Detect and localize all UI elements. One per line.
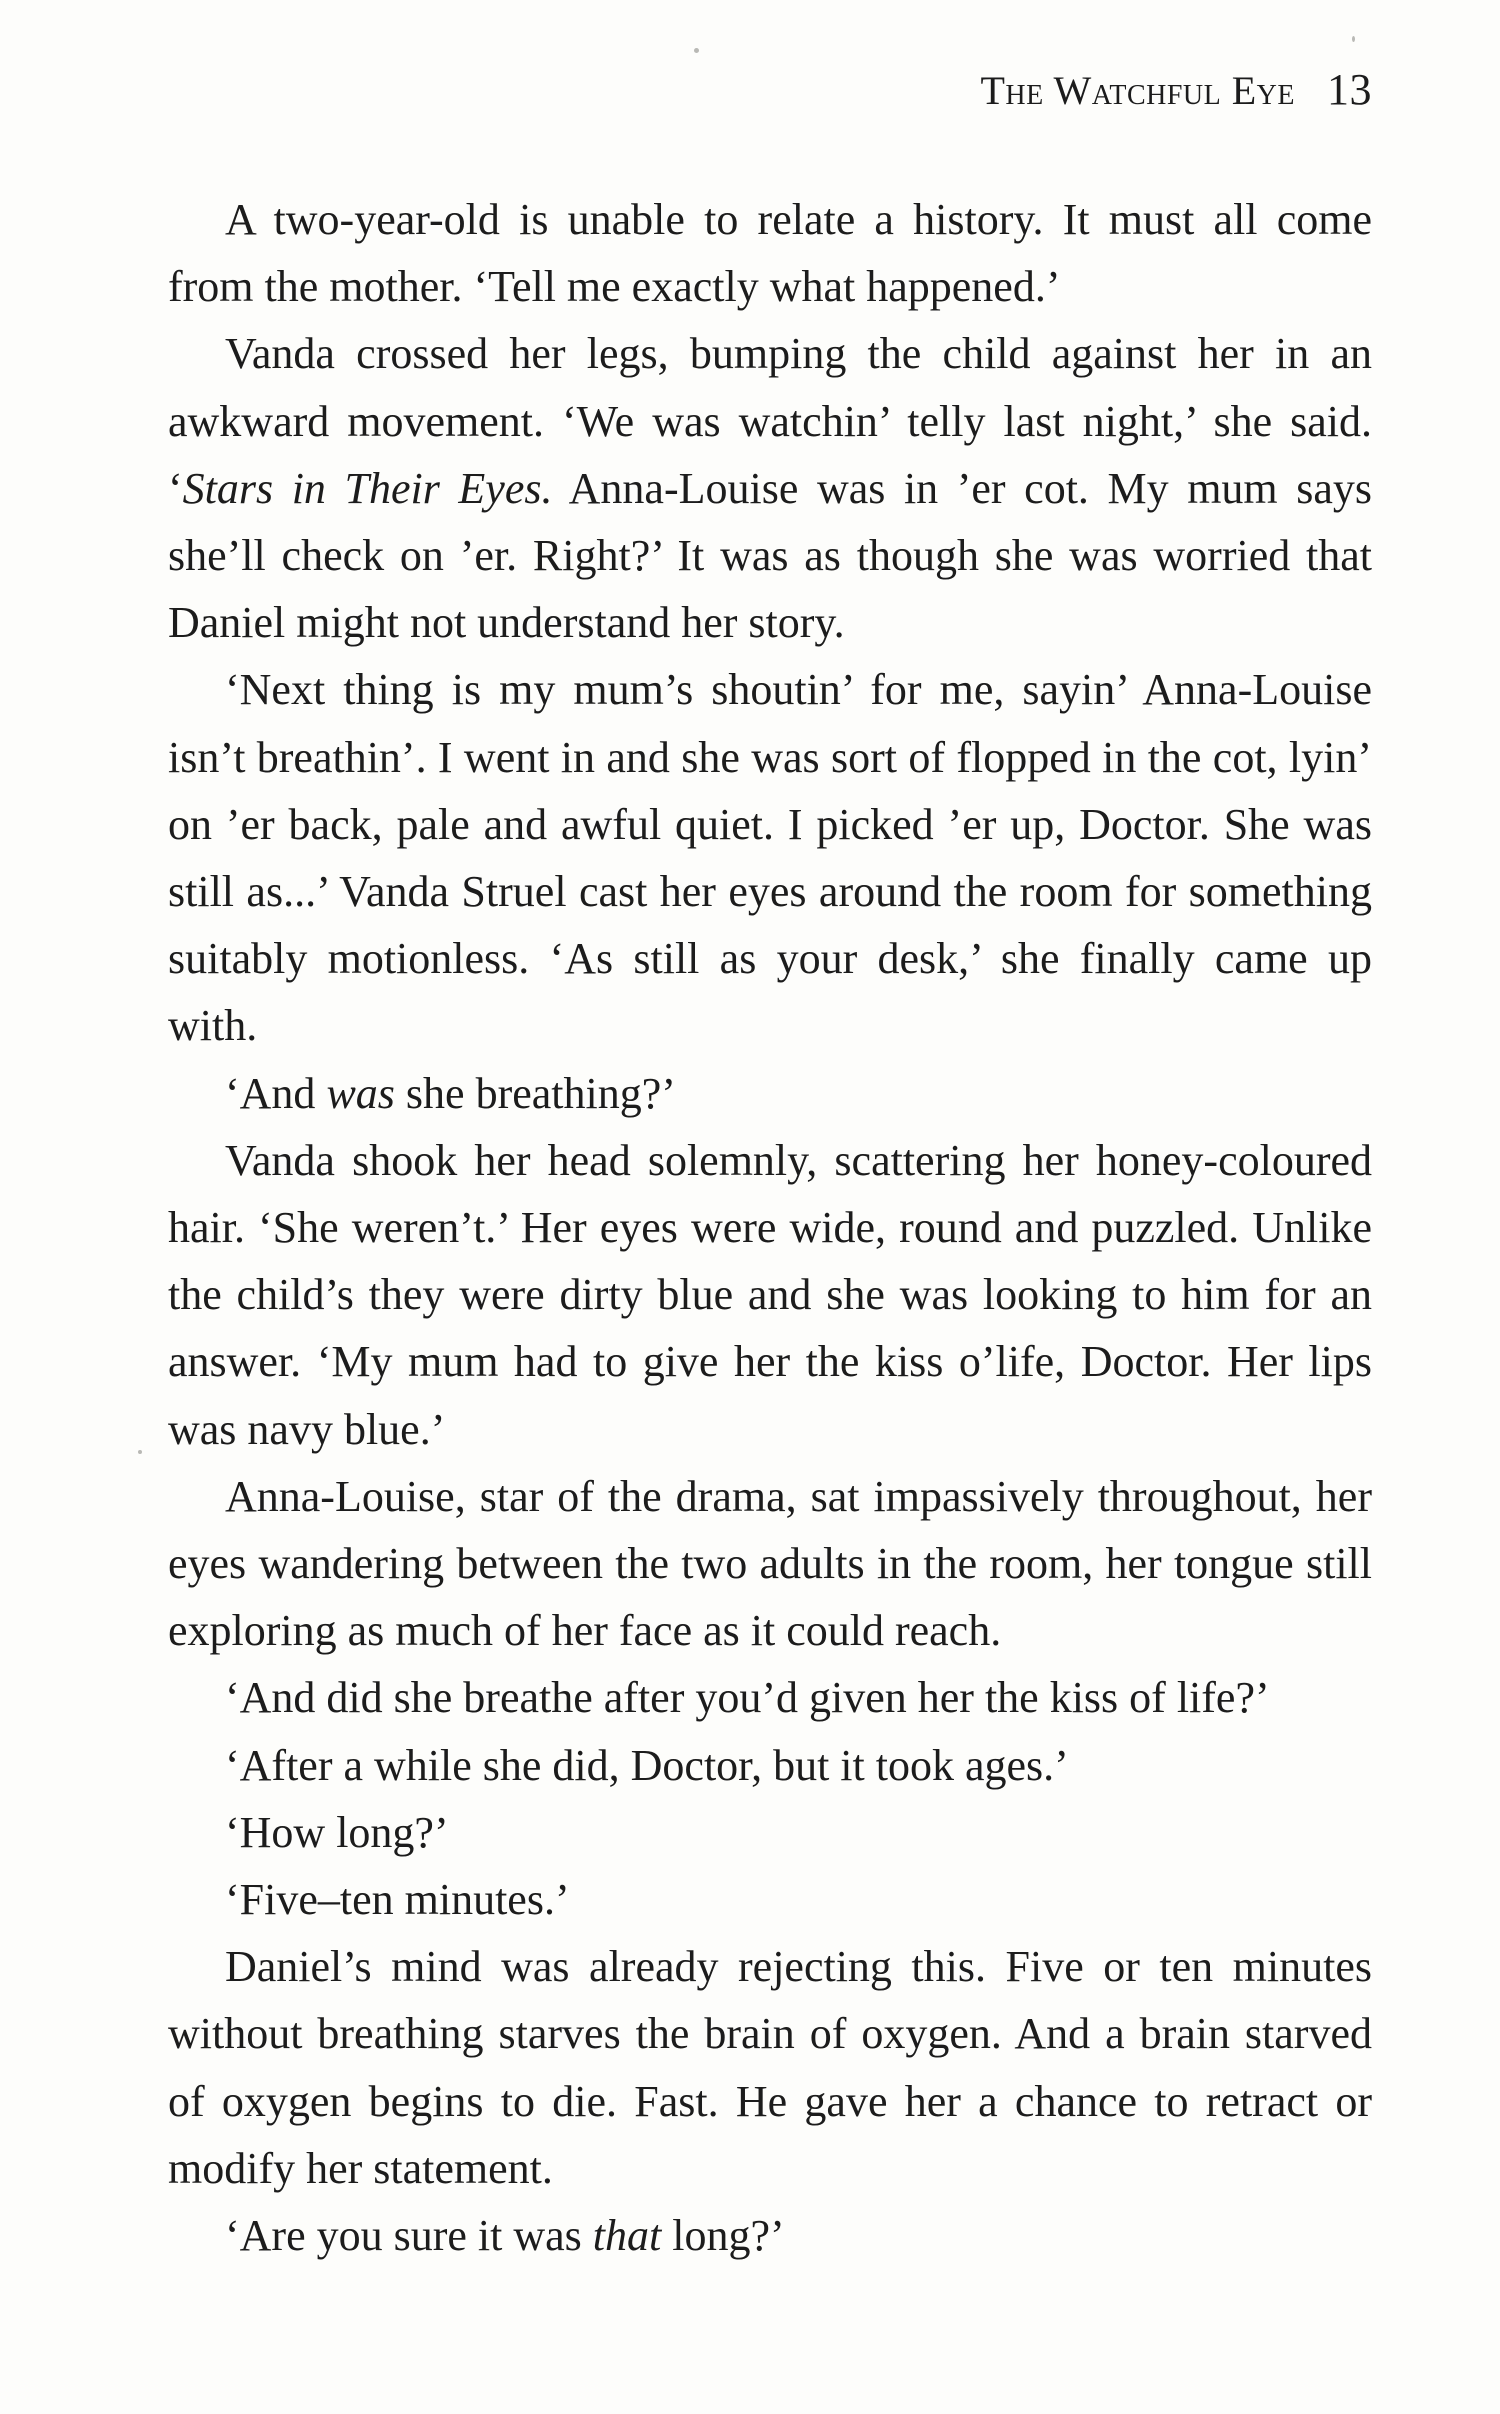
running-head-title: The Watchful Eye [980,68,1295,113]
paragraph [168,1799,1372,1866]
body-text [168,186,1372,2269]
text-run: Daniel’s mind was already rejecting this. Five or ten minutes without breathing starves the brain of oxygen. And a brain starved of oxygen begins to die. Fast. He gave her a chance to retract or modify her statement. [168,1942,1372,2193]
text-run: A two-year-old is unable to relate a history. It must all come from the mother. ‘Tell me exactly what happened.’ [168,195,1372,312]
paragraph [168,1933,1372,2202]
text-run: ‘And [225,1068,327,1118]
text-run: ‘And did she breathe after you’d given her the kiss of life?’ [225,1673,1270,1723]
text-run: ‘Are you sure it was [225,2211,593,2261]
text-run: ‘After a while she did, Doctor, but it took ages.’ [225,1740,1069,1790]
paragraph [168,1127,1372,1463]
text-run: ‘How long?’ [225,1807,449,1857]
paragraph [168,2202,1372,2269]
paragraph [168,1463,1372,1665]
paragraph [168,1732,1372,1799]
italic-text: Stars in Their Eyes. [182,463,553,513]
italic-text: that [592,2211,662,2261]
text-run: ‘Five–ten minutes.’ [225,1875,570,1925]
paragraph [168,1664,1372,1731]
paragraph [168,186,1372,320]
running-head [980,62,1372,119]
text-run: Anna-Louise was in ’er cot. My mum says she’ll check on ’er. Right?’ It was as though she was worried that Daniel might not understand her story. [168,463,1372,648]
paragraph [168,320,1372,656]
text-run: ‘Next thing is my mum’s shoutin’ for me, sayin’ Anna-Louise isn’t breathin’. I went in and she was sort of flopped in the cot, lyin’ on ’er back, pale and awful quiet. I picked ’er up, Doctor. She was still as...’ Vanda Struel cast her eyes around the room for something suitably motionless. ‘As still as your desk,’ she finally came up with. [168,665,1372,1051]
text-run: Vanda shook her head solemnly, scattering her honey-coloured hair. ‘She weren’t.’ Her eyes were wide, round and puzzled. Unlike the child’s they were dirty blue and she was looking to him for an answer. ‘My mum had to give her the kiss o’life, Doctor. Her lips was navy blue.’ [168,1135,1372,1454]
paper-speck [694,48,699,53]
text-run: Anna-Louise, star of the drama, sat impassively throughout, her eyes wandering between the two adults in the room, her tongue still exploring as much of her face as it could reach. [168,1471,1372,1656]
italic-text: was [326,1068,395,1118]
paragraph [168,1060,1372,1127]
text-run: long?’ [661,2211,785,2261]
paragraph [168,656,1372,1059]
text-run: she breathing?’ [394,1068,676,1118]
paper-speck [1352,36,1355,42]
paper-speck [138,1450,142,1454]
page-number: 13 [1327,65,1372,114]
paragraph [168,1866,1372,1933]
text-run: Vanda crossed her legs, bumping the child against her in an awkward movement. ‘We was watchin’ telly last night,’ she said. ‘ [168,329,1372,513]
